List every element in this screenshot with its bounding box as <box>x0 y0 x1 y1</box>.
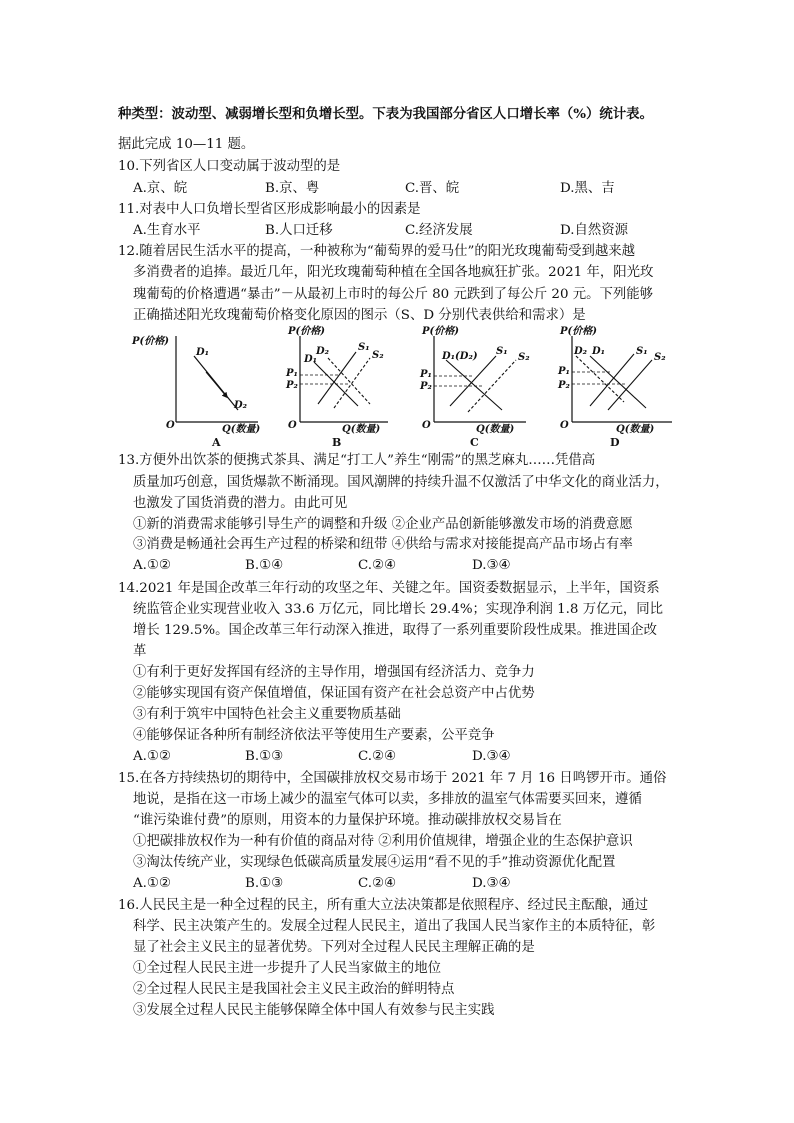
supply-curve-s1 <box>318 352 356 404</box>
curve-label-s1: S₁ <box>636 346 648 357</box>
curve-label-s1: S₁ <box>496 346 508 357</box>
graph-c-origin: O <box>422 420 431 431</box>
question-13-option-b[interactable]: B.①④ <box>245 558 284 573</box>
question-11-option-d[interactable]: D.自然资源 <box>560 223 629 238</box>
question-16-line-1: 16.人民民主是一种全过程的民主，所有重大立法决策都是依照程序、经过民主酝酿，通过 <box>118 898 649 913</box>
graph-d-letter: D <box>610 436 620 449</box>
question-13-option-d[interactable]: D.③④ <box>472 558 511 573</box>
price-label-p2: P₂ <box>558 380 570 391</box>
question-15-option-d[interactable]: D.③④ <box>472 876 511 891</box>
question-11-option-b[interactable]: B.人口迁移 <box>265 223 333 238</box>
curve-label-d1: D₁ <box>196 347 210 358</box>
question-16-line-2: 科学、民主决策产生的。发展全过程人民民主，道出了我国人民当家作主的本质特征，彰 <box>133 919 656 934</box>
graph-b-x-label: Q(数量) <box>342 424 381 435</box>
question-15-item-2: ③淘汰传统产业，实现绿色低碳高质量发展④运用“看不见的手”推动资源优化配置 <box>133 855 616 870</box>
question-11-option-c[interactable]: C.经济发展 <box>405 223 473 238</box>
question-13-option-c[interactable]: C.②④ <box>358 558 397 573</box>
question-14-option-d[interactable]: D.③④ <box>472 749 511 764</box>
question-15-line-2: 地说，是指在这一市场上减少的温室气体可以卖，多排放的温室气体需要买回来，遵循 <box>133 792 642 807</box>
price-label-p2: P₂ <box>420 381 432 392</box>
demand-curve-d2 <box>576 356 624 402</box>
graph-d-y-label: P(价格) <box>560 326 597 337</box>
graph-c-y-label: P(价格) <box>422 326 459 337</box>
graph-a-origin: O <box>166 420 175 431</box>
curve-label-d1: D₁ <box>304 354 318 365</box>
demand-curve-d1 <box>590 356 646 408</box>
price-label-p1: P₁ <box>286 368 298 379</box>
demand-curve <box>194 356 238 410</box>
curve-label-d1d2: D₁(D₂) <box>442 351 478 362</box>
graph-d[interactable] <box>550 326 690 450</box>
curve-label-s2: S₂ <box>518 352 530 363</box>
question-14-line-2: 统监管企业实现营业收入 33.6 万亿元，同比增长 29.4%；实现净利润 1.8 万亿元，同比 <box>133 602 664 617</box>
intro-line-2: 据此完成 10—11 题。 <box>118 137 255 152</box>
shift-arrow <box>206 372 226 396</box>
curve-label-d2: D₂ <box>574 346 588 357</box>
question-14-line-4: 革 <box>133 644 147 659</box>
graph-b-origin: O <box>288 420 297 431</box>
graph-b-y-label: P(价格) <box>288 326 325 337</box>
question-10-stem: 10.下列省区人口变动属于波动型的是 <box>118 159 341 174</box>
question-14-item-1: ①有利于更好发挥国有经济的主导作用，增强国有经济活力、竞争力 <box>133 665 535 680</box>
question-15-option-b[interactable]: B.①③ <box>245 876 284 891</box>
graph-a[interactable] <box>130 326 260 450</box>
question-15-option-c[interactable]: C.②④ <box>358 876 397 891</box>
question-12-line-3: 瑰葡萄的价格遭遇“暴击”－从最初上市时的每公斤 80 元跌到了每公斤 20 元。下列能够 <box>133 287 654 302</box>
question-10-option-b[interactable]: B.京、粤 <box>265 181 320 196</box>
question-16-item-1: ①全过程人民民主进一步提升了人民当家做主的地位 <box>133 961 441 976</box>
curve-label-d2: D₂ <box>316 346 330 357</box>
question-12-line-4: 正确描述阳光玫瑰葡萄价格变化原因的图示（S、D 分别代表供给和需求）是 <box>133 308 586 323</box>
question-15-line-1: 15.在各方持续热切的期待中，全国碳排放权交易市场于 2021 年 7 月 16 日鸣锣开市。通俗 <box>118 771 667 786</box>
question-15-option-a[interactable]: A.①② <box>133 876 171 891</box>
question-12-line-1: 12.随着居民生活水平的提高，一种被称为“葡萄界的爱马仕”的阳光玫瑰葡萄受到越来越 <box>118 244 636 259</box>
supply-curve-s2 <box>608 360 652 410</box>
question-14-item-3: ③有利于筑牢中国特色社会主义重要物质基础 <box>133 707 401 722</box>
intro-line-1: 种类型：波动型、减弱增长型和负增长型。下表为我国部分省区人口增长率（%）统计表。 <box>118 106 653 122</box>
question-13-item-1: ①新的消费需求能够引导生产的调整和升级 ②企业产品创新能够激发市场的消费意愿 <box>133 517 633 532</box>
question-13-line-3: 也激发了国货消费的潜力。由此可见 <box>133 496 348 511</box>
question-13-item-2: ③消费是畅通社会再生产过程的桥梁和纽带 ④供给与需求对接能提高产品市场占有率 <box>133 537 633 552</box>
question-11-stem: 11.对表中人口负增长型省区形成影响最小的因素是 <box>118 202 421 217</box>
question-16-item-2: ②全过程人民民主是我国社会主义民主政治的鲜明特点 <box>133 982 455 997</box>
question-10-option-a[interactable]: A.京、皖 <box>133 181 188 196</box>
question-14-line-3: 增长 129.5%。国企改革三年行动深入推进，取得了一系列重要阶段性成果。推进国企改 <box>133 623 657 638</box>
question-14-option-b[interactable]: B.①③ <box>245 749 284 764</box>
question-14-item-4: ④能够保证各种所有制经济依法平等使用生产要素，公平竞争 <box>133 728 495 743</box>
curve-label-s2: S₂ <box>372 350 384 361</box>
question-14-option-a[interactable]: A.①② <box>133 749 171 764</box>
question-13-option-a[interactable]: A.①② <box>133 558 171 573</box>
curve-label-d2: D₂ <box>234 400 248 411</box>
question-16-line-3: 显了社会主义民主的显著优势。下列对全过程人民民主理解正确的是 <box>133 940 535 955</box>
question-14-line-1: 14.2021 年是国企改革三年行动的攻坚之年、关键之年。国资委数据显示，上半年，国资系 <box>118 581 660 596</box>
question-15-item-1: ①把碳排放权作为一种有价值的商品对待 ②利用价值规律，增强企业的生态保护意识 <box>133 834 633 849</box>
graph-d-origin: O <box>560 420 569 431</box>
graph-c[interactable] <box>412 326 542 450</box>
question-14-item-2: ②能够实现国有资产保值增值，保证国有资产在社会总资产中占优势 <box>133 686 535 701</box>
question-11-option-a[interactable]: A.生育水平 <box>133 223 201 238</box>
curve-label-s2: S₂ <box>654 352 666 363</box>
question-16-item-3: ③发展全过程人民民主能够保障全体中国人有效参与民主实践 <box>133 1003 495 1018</box>
question-15-line-3: “谁污染谁付费”的原则，用资本的力量保护环境。推动碳排放权交易旨在 <box>133 813 562 828</box>
question-14-option-c[interactable]: C.②④ <box>358 749 397 764</box>
question-10-option-d[interactable]: D.黑、吉 <box>560 181 615 196</box>
question-13-line-1: 13.方便外出饮茶的便携式茶具、满足“打工人”养生“刚需”的黑芝麻丸……凭借高 <box>118 453 596 468</box>
graph-a-x-label: Q(数量) <box>222 424 261 435</box>
price-label-p1: P₁ <box>420 369 432 380</box>
graph-d-x-label: Q(数量) <box>616 424 655 435</box>
curve-label-s1: S₁ <box>358 342 370 353</box>
graph-c-x-label: Q(数量) <box>476 424 515 435</box>
question-13-line-2: 质量加巧创意，国货爆款不断涌现。国风潮牌的持续升温不仅激活了中华文化的商业活力， <box>133 475 669 490</box>
graph-b[interactable] <box>278 326 408 450</box>
graph-a-letter: A <box>212 436 221 449</box>
price-label-p2: P₂ <box>286 380 298 391</box>
question-12-line-2: 多消费者的追捧。最近几年，阳光玫瑰葡萄种植在全国各地疯狂扩张。2021 年，阳光玫 <box>133 265 654 280</box>
price-label-p1: P₁ <box>558 366 570 377</box>
price-graphs <box>130 326 690 450</box>
graph-c-letter: C <box>470 436 479 449</box>
graph-b-letter: B <box>332 436 342 449</box>
question-10-option-c[interactable]: C.晋、皖 <box>405 181 460 196</box>
curve-label-d1: D₁ <box>592 346 606 357</box>
graph-a-y-label: P(价格) <box>132 336 169 347</box>
